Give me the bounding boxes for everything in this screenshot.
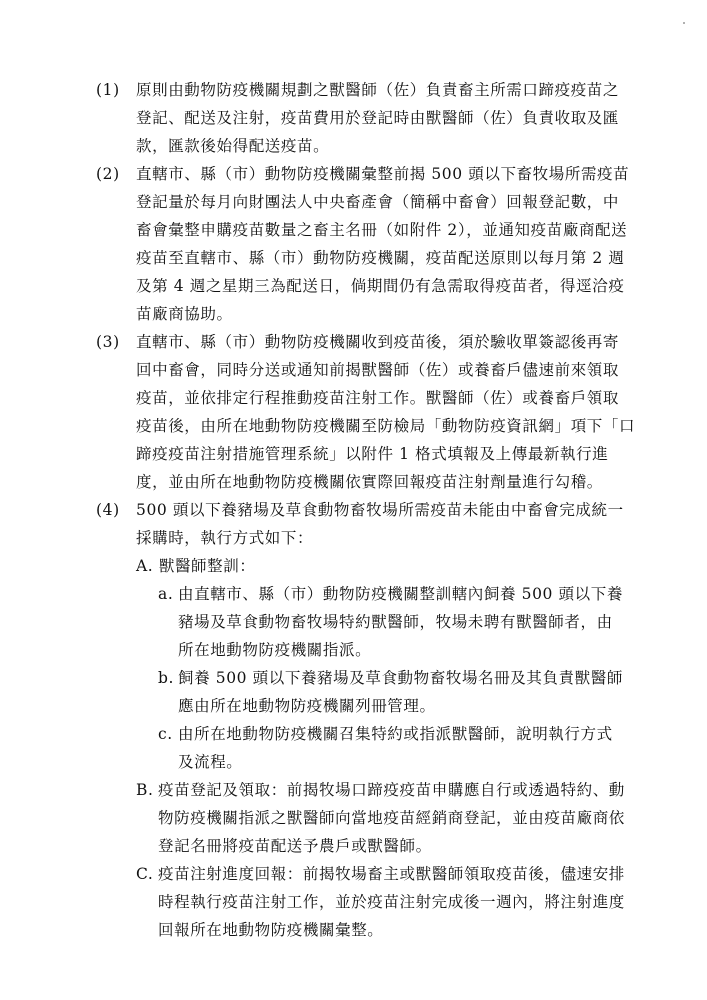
item-marker: (2) <box>96 165 120 183</box>
paragraph-line: 直轄市、縣（市）動物防疫機關收到疫苗後，須於驗收單簽認後再寄 <box>136 333 620 351</box>
paragraph-line: 直轄市、縣（市）動物防疫機關彙整前揭 500 頭以下畜牧場所需疫苗 <box>136 165 630 183</box>
scan-speck <box>683 22 685 24</box>
sub-item-marker: b. <box>158 669 175 687</box>
paragraph-line: 應由所在地動物防疫機關列冊管理。 <box>178 697 436 715</box>
paragraph-line: 度，並由所在地動物防疫機關依實際回報疫苗注射劑量進行勾稽。 <box>136 473 603 491</box>
paragraph-line: 及第 4 週之星期三為配送日，倘期間仍有急需取得疫苗者，得逕洽疫 <box>136 277 625 295</box>
paragraph-line: 500 頭以下養豬場及草食動物畜牧場所需疫苗未能由中畜會完成統一 <box>136 501 624 519</box>
paragraph-line: 及流程。 <box>178 753 243 771</box>
paragraph-line: 疫苗登記及領取：前揭牧場口蹄疫疫苗申購應自行或透過特約、動 <box>158 781 625 799</box>
paragraph-line: 原則由動物防疫機關規劃之獸醫師（佐）負責畜主所需口蹄疫疫苗之 <box>136 81 620 99</box>
paragraph-line: 畜會彙整申購疫苗數量之畜主名冊（如附件 2），並通知疫苗廠商配送 <box>136 221 628 239</box>
paragraph-line: 採購時，執行方式如下： <box>136 529 314 547</box>
sub-heading-b-marker: B. <box>136 781 154 799</box>
sub-heading-c-marker: C. <box>136 865 154 883</box>
sub-item-marker: c. <box>158 725 173 743</box>
sub-item-marker: a. <box>158 585 174 603</box>
paragraph-line: 時程執行疫苗注射工作，並於疫苗注射完成後一週內，將注射進度 <box>158 893 625 911</box>
item-marker: (1) <box>96 81 120 99</box>
paragraph-line: 由所在地動物防疫機關召集特約或指派獸醫師，說明執行方式 <box>178 725 613 743</box>
paragraph-line: 疫苗後，由所在地動物防疫機關至防檢局「動物防疫資訊網」項下「口 <box>136 417 636 435</box>
paragraph-line: 疫苗至直轄市、縣（市）動物防疫機關，疫苗配送原則以每月第 2 週 <box>136 249 625 267</box>
item-marker: (3) <box>96 333 120 351</box>
paragraph-line: 飼養 500 頭以下養豬場及草食動物畜牧場名冊及其負責獸醫師 <box>178 669 623 687</box>
paragraph-line: 苗廠商協助。 <box>136 305 233 323</box>
paragraph-line: 由直轄市、縣（市）動物防疫機關整訓轄內飼養 500 頭以下養 <box>178 585 623 603</box>
paragraph-line: 登記名冊將疫苗配送予農戶或獸醫師。 <box>158 837 432 855</box>
paragraph-line: 疫苗注射進度回報：前揭牧場畜主或獸醫師領取疫苗後，儘速安排 <box>158 865 625 883</box>
paragraph-line: 登記量於每月向財團法人中央畜產會（簡稱中畜會）回報登記數，中 <box>136 193 620 211</box>
paragraph-line: 物防疫機關指派之獸醫師向當地疫苗經銷商登記，並由疫苗廠商依 <box>158 809 625 827</box>
paragraph-line: 回報所在地動物防疫機關彙整。 <box>158 921 384 939</box>
paragraph-line: 蹄疫疫苗注射措施管理系統」以附件 1 格式填報及上傳最新執行進 <box>136 445 609 463</box>
paragraph-line: 登記、配送及注射，疫苗費用於登記時由獸醫師（佐）負責收取及匯 <box>136 109 620 127</box>
item-marker: (4) <box>96 501 120 519</box>
paragraph-line: 回中畜會，同時分送或通知前揭獸醫師（佐）或養畜戶儘速前來領取 <box>136 361 620 379</box>
paragraph-line: 豬場及草食動物畜牧場特約獸醫師，牧場未聘有獸醫師者，由 <box>178 613 613 631</box>
paragraph-line: 疫苗，並依排定行程推動疫苗注射工作。獸醫師（佐）或養畜戶領取 <box>136 389 620 407</box>
sub-heading-a: A. 獸醫師整訓： <box>136 557 256 575</box>
paragraph-line: 款，匯款後始得配送疫苗。 <box>136 137 330 155</box>
paragraph-line: 所在地動物防疫機關指派。 <box>178 641 372 659</box>
